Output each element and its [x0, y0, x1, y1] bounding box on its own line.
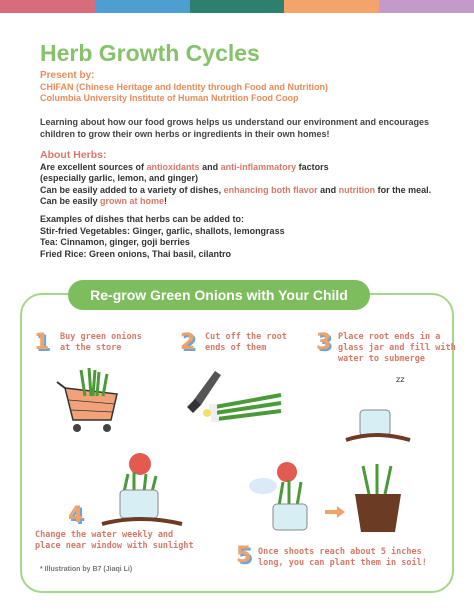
svg-text:zz: zz	[396, 375, 405, 384]
step-3-text: Place root ends in a glass jar and fill with water to submerge	[338, 332, 456, 364]
step-1-text: Buy green onions at the store	[60, 332, 142, 353]
strip-purple	[379, 0, 474, 13]
step-4-text: Change the water weekly and place near window with sunlight	[35, 530, 194, 551]
about-herbs	[40, 150, 450, 208]
about-line-4: Can be easily grown at home!	[40, 196, 168, 206]
examples-line-2: Tea: Cinnamon, ginger, goji berries	[40, 237, 190, 247]
present-heading: Present by:	[40, 70, 95, 81]
presenter-block	[40, 70, 328, 105]
examples-line-3: Fried Rice: Green onions, Thai basil, cilantro	[40, 248, 232, 259]
about-line-2: (especially garlic, lemon, and ginger)	[40, 173, 199, 183]
step-5-number: 5	[236, 543, 252, 568]
present-line-2: Columbia University Institute of Human Nutrition Food Coop	[40, 93, 299, 103]
jar-with-sun-illustration	[100, 450, 190, 530]
about-line-1: Are excellent sources of antioxidants and anti-inflammatory factors	[40, 161, 329, 172]
glass-jar-illustration	[340, 372, 420, 447]
illustration-credit: * Illustration by B7 (Jiaqi Li)	[40, 566, 133, 573]
examples-line-1: Stir-fried Vegetables: Ginger, garlic, shallots, lemongrass	[40, 225, 285, 236]
planting-illustration	[245, 458, 415, 538]
shopping-cart-illustration	[55, 368, 135, 438]
step-1-number: 1	[34, 330, 50, 355]
step-5-text: Once shoots reach about 5 inches long, you can plant them in soil!	[258, 547, 427, 568]
strip-blue	[95, 0, 190, 13]
strip-teal	[190, 0, 285, 13]
step-4-number: 4	[68, 503, 84, 528]
examples-heading: Examples of dishes that herbs can be added to:	[40, 214, 245, 224]
about-line-3: Can be easily added to a variety of dishes, enhancing both flavor and nutrition for the meal.	[40, 184, 432, 195]
page-title: Herb Growth Cycles	[40, 40, 260, 66]
examples-block	[40, 214, 440, 260]
section-banner: Re-grow Green Onions with Your Child	[68, 280, 370, 310]
about-heading: About Herbs:	[40, 149, 107, 161]
intro-text: Learning about how our food grows helps us understand our environment and encourages children to grow their own herbs or ingredients in their own homes!	[40, 117, 430, 139]
strip-orange	[284, 0, 379, 13]
strip-pink	[0, 0, 95, 13]
step-2-number: 2	[180, 330, 196, 355]
color-strip	[0, 0, 474, 13]
step-3-number: 3	[316, 330, 332, 355]
step-2-text: Cut off the root ends of them	[205, 332, 287, 353]
present-line-1: CHIFAN (Chinese Heritage and Identity through Food and Nutrition)	[40, 81, 328, 92]
cut-onions-illustration	[185, 365, 285, 435]
